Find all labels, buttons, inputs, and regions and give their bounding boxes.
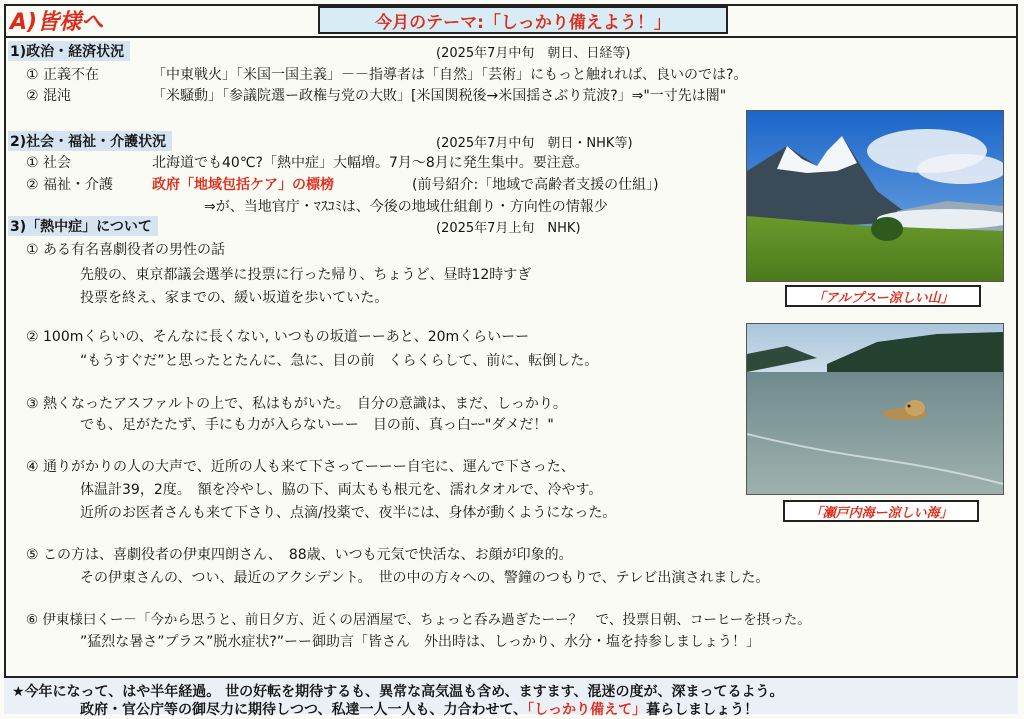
- section2-item1-text: 北海道でも40℃?「熱中症」大幅増。7月～8月に発生集中。要注意。: [152, 155, 589, 171]
- footer-line2-post: 暮らしましょう！: [646, 702, 759, 718]
- section1-item2-text: 「米騒動」「参議院選ー政権与党の大敗」[米国関税後→米国揺さぶり荒波?」⇒"一寸先は闇": [152, 88, 727, 104]
- section1-heading: 1)政治・経済状況: [8, 41, 130, 61]
- header-divider: [4, 36, 1018, 38]
- para4-line3: 近所のお医者さんも来て下さり、点滴/投薬で、夜半には、身体が動くようになった。: [80, 505, 617, 521]
- section2-item1-label: ① 社会: [26, 155, 72, 171]
- para4-line1: ④ 通りがかりの人の大声で、近所の人も来て下さってーーー自宅に、運んで下さった、: [26, 459, 575, 475]
- section2-note: ⇒が、当地官庁・ﾏｽｺﾐは、今後の地域仕組創り・方向性の情報少: [204, 199, 608, 215]
- footer-line2-highlight: 「しっかり備えて」: [527, 702, 647, 718]
- section2-item2-label: ② 福祉・介護: [26, 177, 114, 193]
- footer-line2: [80, 699, 758, 719]
- para1-line1: ① ある有名喜劇役者の男性の話: [26, 242, 226, 258]
- section2-source: (2025年7月中旬 朝日・NHK等): [436, 136, 633, 151]
- footer-line1: ★今年になって、はや半年経過。 世の好転を期待するも、異常な高気温も含め、ますます、混迷の度が、深まってるよう。: [12, 684, 784, 700]
- para6-line2: ”猛烈な暑さ”プラス”脱水症状?”ーー御助言「皆さん 外出時は、しっかり、水分・塩を持参しましょう！」: [80, 634, 761, 650]
- alps-caption: 「アルプスー涼しい山」: [785, 285, 981, 307]
- para3-line2: でも、足がたたず、手にも力が入らないーー 目の前、真っ白ｰｰ"ダメだ！": [80, 417, 554, 433]
- para2-line2: “もうすぐだ”と思ったとたんに、急に、目の前 くらくらして、前に、転倒した。: [80, 353, 599, 369]
- setouchi-sea-photo: [746, 323, 1004, 495]
- section2-item2-text: (前号紹介:「地域で高齢者支援の仕組」): [412, 177, 659, 193]
- para5-line2: その伊東さんの、つい、最近のアクシデント。 世の中の方々への、警鐘のつもりで、テレビ出演されました。: [80, 570, 770, 586]
- alps-mountain-photo: [746, 110, 1004, 282]
- section3-heading: 3)「熱中症」について: [8, 216, 158, 236]
- footer-line2-pre: 政府・官公庁等の御尽力に期待しつつ、私達一人一人も、力合わせて、: [80, 702, 528, 718]
- theme-banner: [318, 6, 728, 34]
- section1-item1-text: 「中東戦火」「米国一国主義」－－指導者は「自然」「芸術」にもっと触れれば、良いのでは?。: [152, 67, 748, 83]
- section2-item2-highlight: 政府「地域包括ケア」の標榜: [152, 177, 334, 193]
- para1-line3: 投票を終え、家までの、緩い坂道を歩いていた。: [80, 290, 389, 306]
- theme-title: 今月のテーマ:「しっかり備えよう！」: [375, 12, 671, 33]
- para6-line1: ⑥ 伊東様曰くー－「今から思うと、前日夕方、近くの居酒屋で、ちょっと呑み過ぎたーー？ で、投票日朝、コーヒーを摂った。: [26, 612, 811, 628]
- para4-line2: 体温計39，2度。 額を冷やし、脇の下、両太もも根元を、濡れタオルで、冷やす。: [80, 482, 603, 498]
- para3-line1: ③ 熱くなったアスファルトの上で、私はもがいた。 自分の意識は、まだ、しっかり。: [26, 396, 567, 412]
- greeting-heading: A)皆様へ: [10, 10, 104, 35]
- section1-source: (2025年7月中旬 朝日、日経等): [436, 46, 631, 61]
- section1-item1-label: ① 正義不在: [26, 67, 100, 83]
- section3-source: (2025年7月上旬 NHK): [436, 221, 581, 236]
- section1-item2-label: ② 混沌: [26, 88, 72, 104]
- para2-line1: ② 100mくらいの、そんなに長くない, いつもの坂道ーーあと、20mくらいーー: [26, 329, 530, 345]
- section2-heading: 2)社会・福祉・介護状況: [8, 131, 172, 151]
- setouchi-caption: 「瀬戸内海ー涼しい海」: [783, 500, 979, 522]
- para1-line2: 先般の、東京都議会選挙に投票に行った帰り、ちょうど、昼時12時すぎ: [80, 267, 532, 283]
- para5-line1: ⑤ この方は、喜劇役者の伊東四朗さん、 88歳、いつも元気で快活な、お顔が印象的。: [26, 547, 573, 563]
